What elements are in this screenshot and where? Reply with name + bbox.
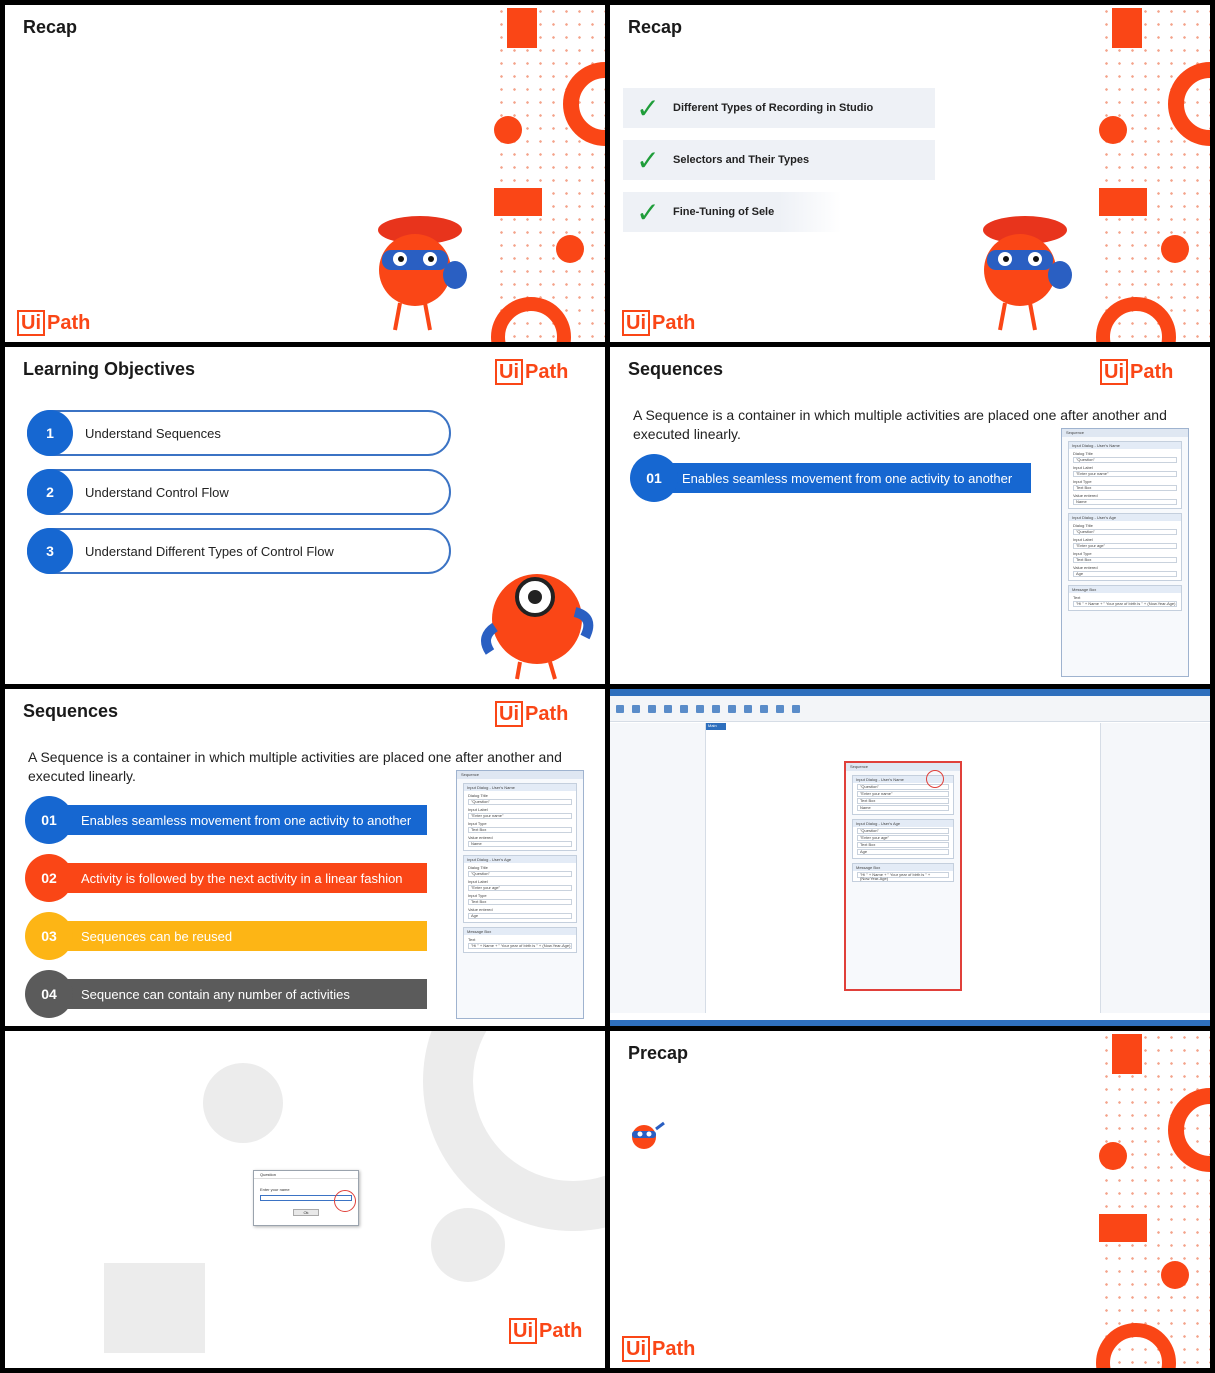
objective-number: 2 [27, 469, 73, 515]
ribbon-button[interactable] [728, 705, 736, 713]
highlight-circle [334, 1190, 356, 1212]
uipath-logo: Ui Path [509, 1318, 582, 1344]
slide-precap [610, 1031, 1210, 1368]
decor-rect-2 [1099, 1214, 1147, 1242]
slide-recap-2 [610, 5, 1210, 342]
slide-title: Precap [628, 1043, 689, 1063]
uipath-logo: Ui Path [495, 359, 568, 385]
recap-item: ✓ Different Types of Recording in Studio [623, 88, 935, 128]
point-bar: Sequence can contain any number of activities [49, 979, 427, 1009]
decor-circle [494, 116, 522, 144]
properties-panel[interactable] [1100, 723, 1210, 1013]
mascot-illustration [360, 195, 480, 335]
point-badge: 01 [25, 796, 73, 844]
point-badge: 03 [25, 912, 73, 960]
decor-rect [1112, 8, 1142, 48]
decor-rect [507, 8, 537, 48]
point-badge: 02 [25, 854, 73, 902]
uipath-logo: Ui Path [1100, 359, 1173, 385]
point-bar: Activity is followed by the next activity in a linear fashion [49, 863, 427, 893]
point-bar: Enables seamless movement from one activity to another [650, 463, 1031, 493]
ribbon-button[interactable] [680, 705, 688, 713]
check-icon: ✓ [636, 195, 660, 229]
activity-card: Message Box Text "Hi " + Name + " Your year of birth is " + (Now.Year-Age) [1068, 585, 1182, 611]
slide-title: Recap [23, 17, 78, 37]
objective-item: 2 Understand Control Flow [27, 469, 451, 515]
decor-circle [1099, 116, 1127, 144]
sequence-definition: A Sequence is a container in which multiple activities are placed one after another and executed linearly. [28, 749, 562, 784]
slide-recap-1 [5, 5, 605, 342]
sequence-workflow-panel: Sequence Input Dialog - User's Name Dialog Title "Question" Input Label "Enter your name" Input Type Text Box Value entered Name Input Dialog - User's Age Dialog Title "Question" Input Label "Enter your age" Input Type Text Box Value entered Age Message Box Text "Hi " + Name + " Your year of birth is " + (Now.Year-Age) [456, 770, 584, 1019]
check-icon: ✓ [636, 91, 660, 125]
decor-rect-2 [1099, 188, 1147, 216]
slide-sequences-1 [610, 347, 1210, 684]
uipath-logo: Ui Path [622, 310, 695, 336]
ribbon-button[interactable] [744, 705, 752, 713]
check-icon: ✓ [636, 143, 660, 177]
dialog-label: Enter your name [260, 1187, 290, 1192]
highlight-circle [926, 770, 944, 788]
ribbon-button[interactable] [792, 705, 800, 713]
decor-rect [1112, 1034, 1142, 1074]
decor-circle-2 [556, 235, 584, 263]
objective-number: 1 [27, 410, 73, 456]
designer-sequence[interactable]: Sequence Input Dialog - User's Name "Question" "Enter your name" Text Box Name Input Dialog - User's Age "Question" "Enter your age" Text Box Age Message Box "Hi " + Name + " Your year of birth is " + (Now.Year-Age) [844, 761, 962, 991]
decor-circle-2 [1161, 235, 1189, 263]
decor-circle [203, 1063, 283, 1143]
uipath-logo: Ui Path [622, 1336, 695, 1362]
ok-button[interactable]: Ok [293, 1209, 319, 1216]
ribbon-button[interactable] [776, 705, 784, 713]
uipath-logo: Ui Path [17, 310, 90, 336]
slide-learning-objectives [5, 347, 605, 684]
decor-circle-2 [431, 1208, 505, 1282]
activity-card[interactable]: Input Dialog - User's Age "Question" "Enter your age" Text Box Age [852, 819, 954, 859]
slide-input-dialog [5, 1031, 605, 1368]
slide-title: Recap [628, 17, 683, 37]
slide-sequences-2 [5, 689, 605, 1026]
mascot-magnifier-illustration [475, 557, 600, 682]
point-badge: 04 [25, 970, 73, 1018]
dot-pattern [1100, 1031, 1210, 1368]
objective-item: 1 Understand Sequences [27, 410, 451, 456]
uipath-logo: Ui Path [495, 701, 568, 727]
activity-card: Message Box Text "Hi " + Name + " Your year of birth is " + (Now.Year-Age) [463, 927, 577, 953]
tab-main[interactable]: Main [706, 723, 726, 730]
activity-card: Input Dialog - User's Name Dialog Title "Question" Input Label "Enter your name" Input Type Text Box Value entered Name [463, 783, 577, 851]
point-bar: Enables seamless movement from one activity to another [49, 805, 427, 835]
ribbon-button[interactable] [648, 705, 656, 713]
dot-pattern [495, 5, 605, 342]
sequence-definition: A Sequence is a container in which multiple activities are placed one after another and executed linearly. [633, 407, 1167, 442]
studio-title-bar [610, 689, 1210, 696]
decor-ring [423, 1031, 605, 1231]
recap-item: ✓ Fine-Tuning of Sele [623, 192, 935, 232]
decor-circle-2 [1161, 1261, 1189, 1289]
ribbon-button[interactable] [664, 705, 672, 713]
decor-square [104, 1263, 205, 1353]
activity-card: Input Dialog - User's Age Dialog Title "Question" Input Label "Enter your age" Input Type Text Box Value entered Age [1068, 513, 1182, 581]
ribbon-button[interactable] [616, 705, 624, 713]
slide-title: Sequences [23, 701, 119, 721]
ribbon-button[interactable] [712, 705, 720, 713]
activity-card: Input Dialog - User's Name Dialog Title "Question" Input Label "Enter your name" Input Type Text Box Value entered Name [1068, 441, 1182, 509]
activity-card[interactable]: Message Box "Hi " + Name + " Your year of birth is " + (Now.Year-Age) [852, 863, 954, 882]
ribbon-button[interactable] [632, 705, 640, 713]
slide-title: Sequences [628, 359, 724, 379]
objective-item: 3 Understand Different Types of Control Flow [27, 528, 451, 574]
point-badge: 01 [630, 454, 678, 502]
decor-rect-2 [494, 188, 542, 216]
point-bar: Sequences can be reused [49, 921, 427, 951]
dialog-title: Question [254, 1171, 358, 1179]
studio-ribbon [610, 696, 1210, 722]
recap-item: ✓ Selectors and Their Types [623, 140, 935, 180]
slide-studio-screenshot [610, 689, 1210, 1026]
activity-card: Input Dialog - User's Age Dialog Title "Question" Input Label "Enter your age" Input Type Text Box Value entered Age [463, 855, 577, 923]
dot-pattern [1100, 5, 1210, 342]
ribbon-button[interactable] [696, 705, 704, 713]
activities-panel[interactable] [610, 723, 706, 1013]
status-bar [610, 1020, 1210, 1026]
sequence-workflow-panel: Sequence Input Dialog - User's Name Dialog Title "Question" Input Label "Enter your name" Input Type Text Box Value entered Name Input Dialog - User's Age Dialog Title "Question" Input Label "Enter your age" Input Type Text Box Value entered Age Message Box Text "Hi " + Name + " Your year of birth is " + (Now.Year-Age) [1061, 428, 1189, 677]
slide-title: Learning Objectives [23, 359, 196, 379]
objective-number: 3 [27, 528, 73, 574]
decor-circle [1099, 1142, 1127, 1170]
mascot-illustration [965, 195, 1085, 335]
activity-card[interactable]: Input Dialog - User's Name "Question" "Enter your name" Text Box Name [852, 775, 954, 815]
ribbon-button[interactable] [760, 705, 768, 713]
mascot-small-illustration [626, 1119, 666, 1151]
